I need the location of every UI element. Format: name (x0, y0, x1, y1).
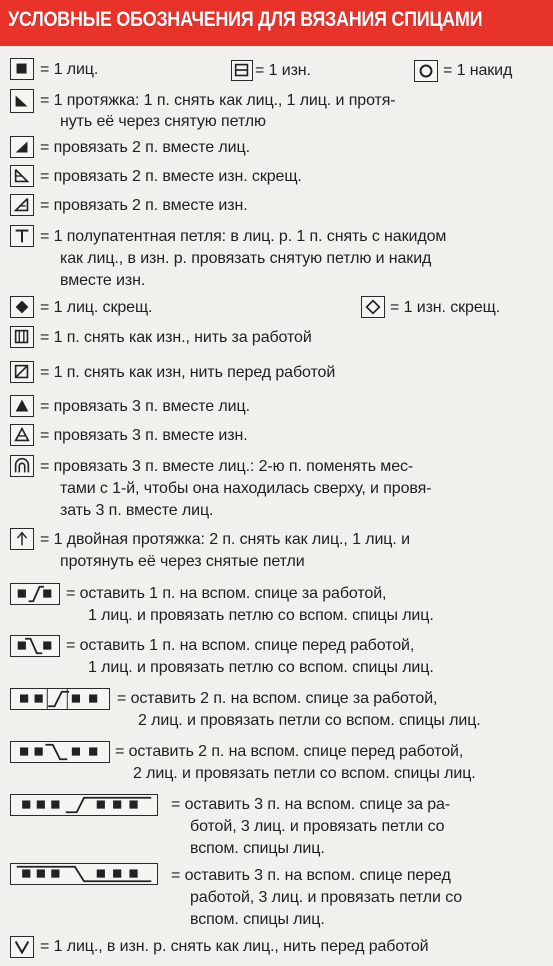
k2tog-tbl-label: = провязать 2 п. вместе изн. скрещ. (40, 168, 302, 185)
cable-1-front-icon (10, 635, 60, 657)
pass-over-line2: нуть её через снятую петлю (60, 113, 266, 130)
purl-tbl-icon (361, 296, 385, 318)
k3tog-swap-line3: зать 3 п. вместе лиц. (60, 502, 214, 519)
pass-over-line1: = 1 протяжка: 1 п. снять как лиц., 1 лиц. и протя- (40, 92, 396, 109)
cable-3-front-line1: = оставить 3 п. на вспом. спице перед (171, 867, 451, 884)
knit-stitch-icon (10, 58, 34, 80)
double-pass-over-icon (10, 528, 34, 550)
page-header (0, 0, 553, 46)
cable-2-back-line1: = оставить 2 п. на вспом. спице за работой, (117, 690, 438, 707)
cable-2-back-line2: 2 лиц. и провязать петли со вспом. спицы лиц. (138, 712, 481, 729)
p3tog-icon (10, 424, 34, 446)
slip-wyif-icon (10, 361, 34, 383)
cable-1-back-icon (10, 583, 60, 605)
double-pass-line1: = 1 двойная протяжка: 2 п. снять как лиц., 1 лиц. и (40, 531, 410, 548)
cable-3-front-line3: вспом. спицы лиц. (190, 911, 325, 928)
knit-tbl-label: = 1 лиц. скрещ. (40, 299, 153, 316)
k3tog-swap-line2: тами с 1-й, чтобы она находилась сверху, и провя- (60, 480, 432, 497)
cable-1-back-line1: = оставить 1 п. на вспом. спице за работой, (66, 585, 387, 602)
cable-3-front-line2: работой, 3 лиц. и провязать петли со (190, 889, 463, 906)
purl-label: = 1 изн. (255, 62, 311, 79)
purl-tbl-label: = 1 изн. скрещ. (390, 299, 501, 316)
cable-1-front-line2: 1 лиц. и провязать петлю со вспом. спицы лиц. (88, 659, 434, 676)
k3tog-label: = провязать 3 п. вместе лиц. (40, 398, 250, 415)
slip-wyib-label: = 1 п. снять как изн., нить за работой (40, 329, 312, 346)
slip-wyif-label: = 1 п. снять как изн, нить перед работой (40, 364, 336, 381)
cable-3-back-line3: вспом. спицы лиц. (190, 840, 325, 857)
cable-1-back-line2: 1 лиц. и провязать петлю со вспом. спицы лиц. (88, 607, 434, 624)
cable-3-back-line1: = оставить 3 п. на вспом. спице за ра- (171, 796, 451, 813)
knit-label: = 1 лиц. (40, 61, 99, 78)
pass-over-icon (10, 89, 34, 113)
cable-3-back-icon (10, 794, 158, 816)
half-patent-line1: = 1 полупатентная петля: в лиц. р. 1 п. снять с накидом (40, 228, 447, 245)
p2tog-label: = провязать 2 п. вместе изн. (40, 197, 248, 214)
cable-3-front-icon (10, 863, 158, 885)
k2tog-tbl-icon (10, 165, 34, 187)
page-title: УСЛОВНЫЕ ОБОЗНАЧЕНИЯ ДЛЯ ВЯЗАНИЯ СПИЦАМИ (8, 8, 483, 31)
cable-1-front-line1: = оставить 1 п. на вспом. спице перед работой, (66, 637, 415, 654)
half-patent-icon (10, 225, 34, 247)
half-patent-line3: вместе изн. (60, 272, 146, 289)
cable-2-front-line1: = оставить 2 п. на вспом. спице перед работой, (115, 743, 464, 760)
k3tog-swap-line1: = провязать 3 п. вместе лиц.: 2-ю п. поменять мес- (40, 458, 414, 475)
knit-tbl-icon (10, 296, 34, 318)
double-pass-line2: протянуть её через снятые петли (60, 553, 305, 570)
yarn-over-icon (414, 60, 438, 82)
slip-knit-label: = 1 лиц., в изн. р. снять как лиц., нить перед работой (40, 938, 429, 955)
purl-stitch-icon (231, 60, 253, 81)
cable-2-front-icon (10, 741, 110, 763)
k2tog-label: = провязать 2 п. вместе лиц. (40, 139, 250, 156)
half-patent-line2: как лиц., в изн. р. провязать снятую петлю и накид (60, 250, 432, 267)
slip-wyib-icon (10, 326, 34, 348)
slip-knit-icon (10, 936, 34, 958)
yarn-over-label: = 1 накид (443, 62, 513, 79)
k2tog-icon (10, 136, 34, 158)
cable-2-front-line2: 2 лиц. и провязать петли со вспом. спицы лиц. (133, 765, 476, 782)
cable-3-back-line2: ботой, 3 лиц. и провязать петли со (190, 818, 445, 835)
cable-2-back-icon (10, 688, 110, 710)
p3tog-label: = провязать 3 п. вместе изн. (40, 427, 248, 444)
p2tog-icon (10, 194, 34, 216)
k3tog-swap-icon (10, 455, 34, 477)
k3tog-icon (10, 395, 34, 417)
